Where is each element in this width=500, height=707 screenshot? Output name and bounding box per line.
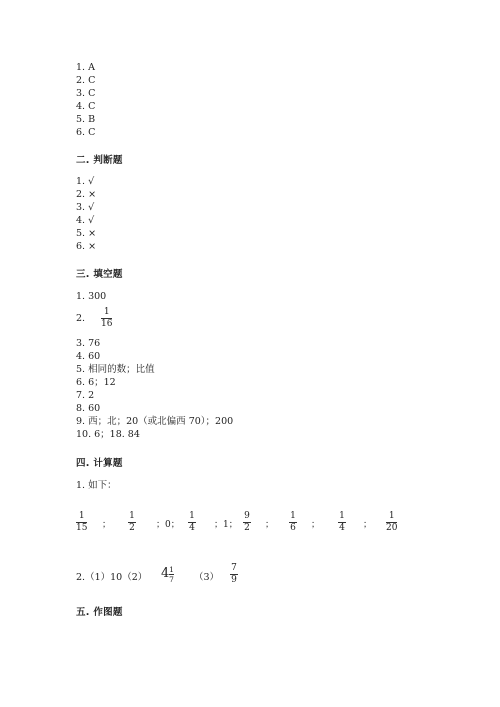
fraction bbox=[76, 511, 87, 534]
denominator: 2 bbox=[129, 523, 135, 533]
fill-answer-10: 10. 6；18. 84 bbox=[76, 429, 140, 440]
calc-answer-1-label: 1. 如下： bbox=[76, 480, 117, 491]
fraction bbox=[188, 511, 196, 534]
judge-answer-1: 1. √ bbox=[76, 176, 95, 187]
fill-answer-3: 3. 76 bbox=[76, 338, 101, 349]
fill-answer-1: 1. 300 bbox=[76, 291, 107, 302]
fill-answer-8: 8. 60 bbox=[76, 403, 101, 414]
separator: ； bbox=[265, 520, 275, 530]
numerator: 1 bbox=[388, 511, 395, 521]
numerator: 1 bbox=[103, 307, 110, 317]
denominator: 15 bbox=[76, 523, 88, 533]
section-title-judge: 二. 判断题 bbox=[76, 155, 123, 166]
fraction bbox=[128, 511, 136, 534]
calc-answer-2-prefix: 2.（1）10（2） bbox=[76, 572, 148, 583]
numerator: 1 bbox=[169, 565, 174, 574]
choice-answer-6: 6. C bbox=[76, 127, 96, 138]
numerator: 1 bbox=[290, 511, 296, 521]
judge-answer-2: 2. × bbox=[76, 189, 97, 200]
judge-answer-4: 4. √ bbox=[76, 215, 95, 226]
fraction bbox=[243, 511, 251, 534]
denominator: 20 bbox=[386, 523, 398, 533]
choice-answer-2: 2. C bbox=[76, 75, 96, 86]
calc-answer-2-fraction bbox=[230, 563, 238, 586]
choice-answer-3: 3. C bbox=[76, 88, 96, 99]
numerator: 1 bbox=[129, 511, 135, 521]
denominator: 2 bbox=[244, 523, 250, 533]
separator: ； bbox=[363, 520, 373, 530]
section-title-calc: 四. 计算题 bbox=[76, 458, 123, 469]
choice-answer-1: 1. A bbox=[76, 62, 95, 73]
denominator: 7 bbox=[169, 575, 174, 584]
section-title-fill: 三. 填空题 bbox=[76, 269, 123, 280]
judge-answer-5: 5. × bbox=[76, 228, 97, 239]
choice-answer-4: 4. C bbox=[76, 101, 96, 112]
numerator: 1 bbox=[189, 511, 195, 521]
fill-answer-4: 4. 60 bbox=[76, 351, 101, 362]
numerator: 1 bbox=[78, 511, 85, 521]
denominator: 9 bbox=[231, 575, 237, 585]
fraction bbox=[386, 511, 397, 534]
judge-answer-3: 3. √ bbox=[76, 202, 95, 213]
separator: ； bbox=[102, 520, 112, 530]
denominator: 4 bbox=[189, 523, 195, 533]
calc-answer-2-mid: （3） bbox=[194, 572, 220, 583]
separator: ； bbox=[311, 520, 321, 530]
denominator: 16 bbox=[101, 319, 113, 329]
section-title-draw: 五. 作图题 bbox=[76, 607, 123, 618]
denominator: 4 bbox=[339, 523, 345, 533]
numerator: 9 bbox=[244, 511, 250, 521]
fill-answer-9: 9. 西；北；20（或北偏西 70）；200 bbox=[76, 416, 234, 427]
fraction bbox=[289, 511, 297, 534]
fill-answer-7: 7. 2 bbox=[76, 390, 95, 401]
separator: ；1； bbox=[214, 520, 238, 530]
numerator: 1 bbox=[339, 511, 345, 521]
mixed-number-whole: 4 bbox=[161, 566, 170, 581]
mixed-number-fraction bbox=[169, 565, 174, 584]
fill-answer-2-fraction bbox=[101, 307, 112, 330]
choice-answer-5: 5. B bbox=[76, 114, 96, 125]
fill-answer-5: 5. 相同的数；比值 bbox=[76, 364, 155, 375]
separator: ；0； bbox=[156, 520, 180, 530]
fill-answer-2-label: 2. bbox=[76, 313, 86, 324]
judge-answer-6: 6. × bbox=[76, 241, 97, 252]
fraction bbox=[338, 511, 346, 534]
denominator: 6 bbox=[290, 523, 296, 533]
fill-answer-6: 6. 6；12 bbox=[76, 377, 116, 388]
numerator: 7 bbox=[231, 563, 237, 573]
